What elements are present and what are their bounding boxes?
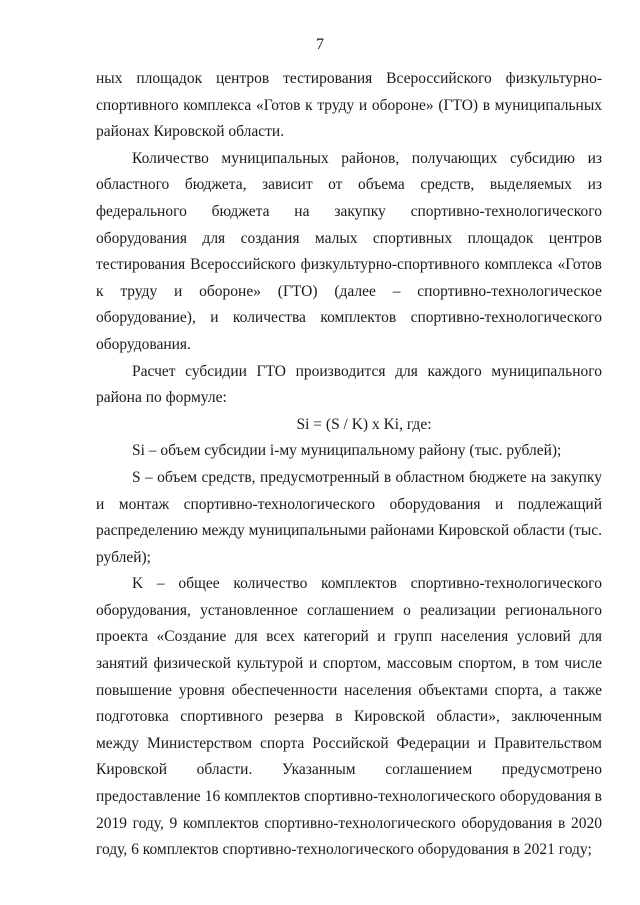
definition-k: K – общее количество комплектов спортивно-технологического оборудования, установленное соглашением о реализации регионального проекта «Создание для всех категорий и групп населения условий для занятий физической культурой и спортом, массовым спортом, в том числе повышение уровня обеспеченности населения объектами спорта, а также подготовка спортивного резерва в Кировской области», заключенным между Министерством спорта Российской Федерации и Правительством Кировской области. Указанным соглашением предусмотрено предоставление 16 комплектов спортивно-технологического оборудования в 2019 году, 9 комплектов спортивно-технологического оборудования в 2020 году, 6 комплектов спортивно-технологического оборудования в 2021 году; <box>96 575 602 859</box>
definition-si: Si – объем субсидии i-му муниципальному району (тыс. рублей); <box>132 442 562 460</box>
paragraph-continuation: ных площадок центров тестирования Всероссийского физкультурно-спортивного комплекса «Готов к труду и обороне» (ГТО) в муниципальных районах Кировской области. <box>96 70 602 141</box>
paragraph-calculation-intro: Расчет субсидии ГТО производится для каждого муниципального района по формуле: <box>96 362 602 407</box>
page-number: 7 <box>316 36 324 53</box>
formula: Si = (S / K) x Ki, где: <box>296 415 432 433</box>
paragraph-subsidy-districts: Количество муниципальных районов, получающих субсидию из областного бюджета, зависит от объема средств, выделяемых из федерального бюджета на закупку спортивно-технологического оборудования для создания малых спортивных площадок центров тестирования Всероссийского физкультурно-спортивного комплекса «Готов к труду и обороне» (ГТО) (далее – спортивно-технологическое оборудование), и количества комплектов спортивно-технологического оборудования. <box>96 149 602 353</box>
definition-s: S – объем средств, предусмотренный в областном бюджете на закупку и монтаж спортивно-технологического оборудования и подлежащий распределению между муниципальными районами Кировской области (тыс. рублей); <box>96 468 602 566</box>
document-body <box>96 66 602 864</box>
